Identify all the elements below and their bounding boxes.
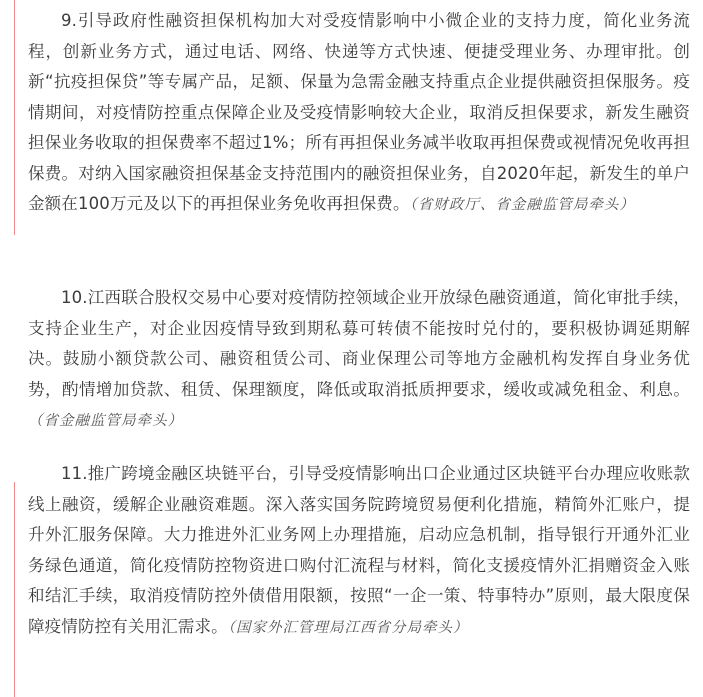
article-paragraph-11 [28, 459, 690, 643]
paragraph-9-note: （省财政厅、省金融监管局牵头） [409, 197, 635, 213]
left-accent-rule-top [14, 0, 15, 235]
left-accent-rule-bottom [14, 482, 15, 697]
article-paragraph-10 [28, 283, 690, 437]
paragraph-9-text: 9.引导政府性融资担保机构加大对受疫情影响中小微企业的支持力度，简化业务流程，创新业务方式，通过电话、网络、快递等方式快速、便捷受理业务、办理审批。创新“抗疫担保贷”等专属产品，足额、保量为急需金融支持重点企业提供融资担保服务。疫情期间，对疫情防控重点保障企业及受疫情影响较大企业，取消反担保要求，新发生融资担保业务收取的担保费率不超过1%；所有再担保业务减半收取再担保费或视情况免收再担保费。对纳入国家融资担保基金支持范围内的融资担保业务，自2020年起，新发生的单户金额在100万元及以下的再担保业务免收再担保费。 [28, 11, 690, 213]
paragraph-11-note: （国家外汇管理局江西省分局牵头） [227, 619, 469, 636]
article-paragraph-9 [28, 6, 690, 221]
paragraph-10-note: （省金融监管局牵头） [28, 413, 183, 429]
paragraph-10-text: 10.江西联合股权交易中心要对疫情防控领域企业开放绿色融资通道，简化审批手续，支持企业生产，对企业因疫情导致到期私募可转债不能按时兑付的，要积极协调延期解决。鼓励小额贷款公司、融资租赁公司、商业保理公司等地方金融机构发挥自身业务优势，酌情增加贷款、租赁、保理额度，降低或取消抵质押要求，缓收或减免租金、利息。 [28, 288, 690, 399]
paragraph-11-text: 11.推广跨境金融区块链平台，引导受疫情影响出口企业通过区块链平台办理应收账款线上融资，缓解企业融资难题。深入落实国务院跨境贸易便利化措施，精简外汇账户，提升外汇服务保障。大力推进外汇业务网上办理措施，启动应急机制，指导银行开通外汇业务绿色通道，简化疫情防控物资进口购付汇流程与材料，简化支援疫情外汇捐赠资金入账和结汇手续，取消疫情防控外债借用限额，按照“一企一策、特事特办”原则，最大限度保障疫情防控有关用汇需求。 [28, 464, 690, 636]
